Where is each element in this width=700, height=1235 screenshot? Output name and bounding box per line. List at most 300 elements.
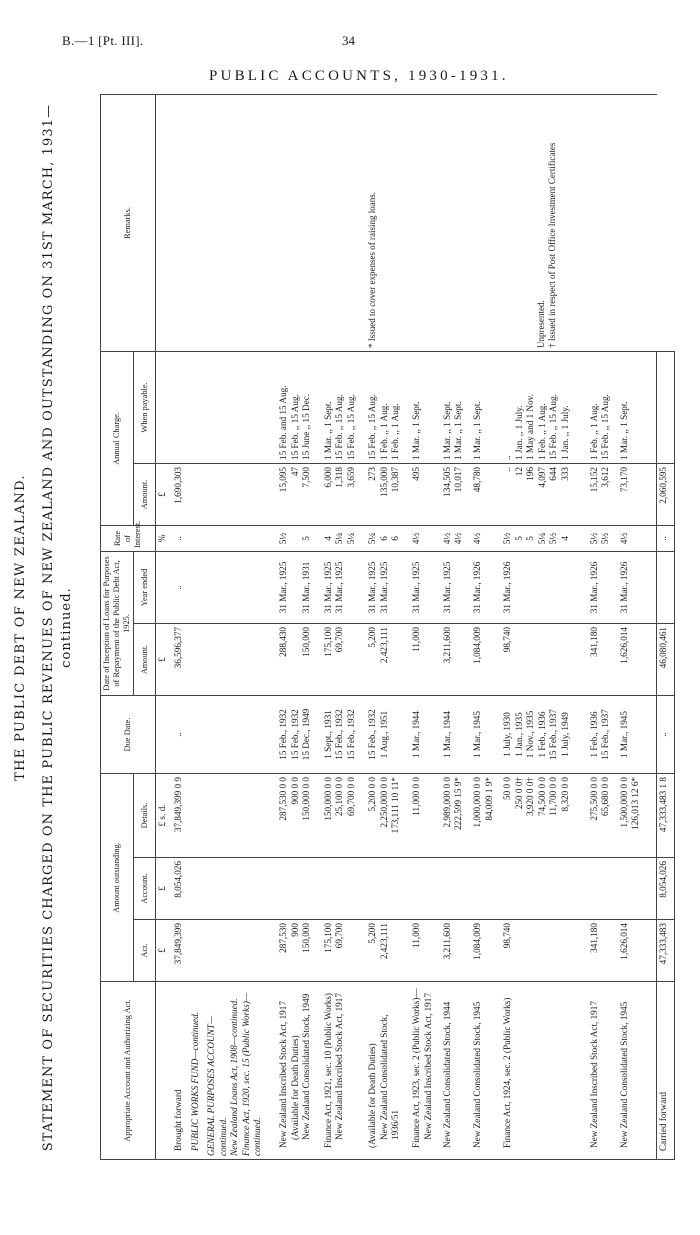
due-cell [410, 695, 440, 773]
due-cell-line: 1 Nov., 1935 [525, 710, 536, 759]
red-amount-cell-line: 98,740 [502, 626, 513, 653]
unit-account: £ [156, 858, 173, 920]
details-cell-line: 150,000 0 0 [322, 776, 333, 821]
details-cell [410, 773, 440, 857]
ac-amount-cell-line: 12 [513, 466, 524, 477]
red-amount-cell-line: 341,180 [588, 626, 599, 657]
col-amount-outstanding: Amount outstanding. [101, 773, 134, 981]
rate-cell-line: 4½ [411, 532, 422, 545]
red-amount-cell [471, 623, 501, 695]
when-cell-line: 1 Feb. ,, 1 Aug. [536, 403, 547, 460]
red-year-cell [277, 551, 321, 623]
ac-amount-cell-line: 495 [411, 466, 422, 481]
act-cell-line: 341,180 [588, 923, 599, 953]
red-year-cell-line: 31 Mar., 1931 [301, 561, 312, 614]
rotated-debt-statement [13, 95, 675, 1160]
acct-cell-line: Finance Act, 1921, sec. 10 (Public Works) [322, 993, 333, 1148]
col-when-payable: When payable. [134, 351, 156, 463]
ac-amount-cell [410, 463, 440, 525]
bf-red-amount: 36,596,377 [172, 623, 188, 695]
rate-cell [366, 525, 410, 551]
details-cell-line: 2,989,000 0 0 [441, 776, 452, 828]
red-year-cell-line: 31 Mar., 1926 [472, 561, 483, 614]
section-public-works-fund: PUBLIC WORKS FUND—continued. [189, 982, 205, 1160]
due-cell [471, 695, 501, 773]
act-cell [501, 920, 587, 982]
due-cell-line: 1 Aug., 1951 [378, 710, 389, 759]
when-cell-line: 1 Jan. ,, 1 July. [559, 405, 570, 460]
ac-amount-cell-line: 10,017 [453, 466, 464, 493]
acct-cell-line: (Available for Death Duties) [289, 1035, 300, 1140]
rate-cell-line: 6 [378, 536, 389, 541]
rate-cell-line: 4½ [472, 532, 483, 545]
when-cell-line: 1 Feb. ,, 1 Aug. [378, 403, 389, 460]
gpa-line-2: New Zealand Loans Act, 1908—continued. [229, 998, 240, 1156]
when-cell-line: 15 Feb. ,, 15 Aug. [334, 394, 345, 460]
bf-act: 37,849,399 [172, 920, 188, 982]
when-cell-line: 15 June ,, 15 Dec. [301, 393, 312, 460]
details-cell-line: 11,000 0 0 [411, 776, 422, 816]
when-cell-line: 1 Mar. ,, 1 Sept. [453, 401, 464, 460]
act-cell-line: 2,423,111 [378, 923, 389, 960]
bf-red-year: .. [172, 551, 188, 623]
act-cell-line: 287,530 [278, 923, 289, 953]
unit-rate: % [156, 525, 173, 551]
details-cell-line: 287,530 0 0 [278, 776, 289, 821]
acct-cell [471, 982, 501, 1160]
red-year-cell-line: 31 Mar., 1925 [378, 561, 389, 614]
ac-amount-cell-line: 134,505 [441, 466, 452, 497]
acct-cell [410, 982, 440, 1160]
ac-amount-cell [366, 463, 410, 525]
acct-cell-line: (Available for Death Duties) [367, 1043, 378, 1148]
details-cell-line: 25,100 0 0 [334, 776, 345, 817]
ac-amount-cell [441, 463, 471, 525]
red-amount-cell [410, 623, 440, 695]
rate-cell-line: 5½ [588, 532, 599, 545]
rate-cell-line: 5¼ [334, 532, 345, 545]
ac-amount-cell [588, 463, 618, 525]
col-redemption: Date of Inception of Loans for Purposes of Repayment of the Public Debt Act, 1925. [101, 551, 134, 695]
cf-account: 8,054,026 [657, 858, 675, 920]
rate-cell-line: 5½ [548, 532, 559, 545]
red-amount-cell [618, 623, 648, 695]
acct-cell-line: New Zealand Inscribed Stock Act, 1917 [334, 993, 345, 1140]
ac-amount-cell-line: 196 [525, 466, 536, 481]
ac-amount-cell-line: .. [502, 466, 513, 472]
units-row [156, 94, 173, 1159]
when-cell-line: 1 Mar. ,, 1 Sept. [618, 401, 629, 460]
red-year-cell-line: 31 Mar., 1925 [334, 561, 345, 614]
due-cell [322, 695, 366, 773]
col-red-amount: Amount. [134, 623, 156, 695]
details-cell-line: 8,320 0 0 [559, 776, 570, 812]
red-amount-cell [588, 623, 618, 695]
bf-account: 8,054,026 [172, 858, 188, 920]
rate-cell-line: 6 [390, 536, 401, 541]
ac-amount-cell-line: 10,387 [390, 466, 401, 493]
due-cell-line: 15 Feb., 1932 [334, 709, 345, 760]
rate-cell [322, 525, 366, 551]
col-account-amount: Account. [134, 858, 156, 920]
rate-cell-line: 5¼ [536, 532, 547, 545]
acct-cell [501, 982, 587, 1160]
red-year-cell-line: 31 Mar., 1925 [322, 561, 333, 614]
gpa-line-1: GENERAL PURPOSES ACCOUNT—continued. [206, 1015, 228, 1156]
ac-amount-cell-line: 48,780 [472, 466, 483, 493]
report-reference: B.—1 [Pt. III]. [62, 33, 144, 48]
bf-rate: .. [172, 525, 188, 551]
red-year-cell-line: 31 Mar., 1926 [588, 561, 599, 614]
ac-amount-cell [471, 463, 501, 525]
acct-cell [588, 982, 618, 1160]
details-cell-line: 5,200 0 0 [367, 776, 378, 812]
acct-cell-line: New Zealand Consolidated Stock, 1936/51 [378, 1014, 401, 1140]
col-due-date: Due Date. [101, 695, 156, 773]
red-year-cell-line: 31 Mar., 1926 [502, 561, 513, 614]
ac-amount-cell-line: 6,000 [322, 466, 333, 488]
due-cell [618, 695, 648, 773]
ac-amount-cell-line: 47 [289, 466, 300, 477]
when-cell-line: 15 Feb. ,, 15 Aug. [289, 394, 300, 460]
details-cell-line: 65,680 0 0 [600, 776, 611, 817]
details-cell [501, 773, 587, 857]
account-cell [441, 858, 471, 920]
rate-cell-line: 5 [301, 536, 312, 541]
red-year-cell-line: 31 Mar., 1925 [441, 561, 452, 614]
ac-amount-cell-line: 7,500 [301, 466, 312, 488]
cf-due: .. [657, 695, 675, 773]
acct-cell-line: New Zealand Consolidated Stock, 1945 [618, 1001, 629, 1148]
when-cell-line: 15 Feb. and 15 Aug. [278, 385, 289, 460]
when-cell-line: 1 Jan. ,, 1 July. [513, 405, 524, 460]
when-cell-line: 15 Feb. ,, 15 Aug. [367, 394, 378, 460]
details-cell-line: 2,250,000 0 0 [378, 776, 389, 828]
statement-title: STATEMENT OF SECURITIES CHARGED ON THE PUBLIC REVENUES OF NEW ZEALAND AND OUTSTANDING ON 31ST MARCH, 1931—continued. [41, 103, 74, 1152]
red-amount-cell [277, 623, 321, 695]
ac-amount-cell-line: 273 [367, 466, 378, 481]
rate-cell-line [290, 529, 302, 548]
red-amount-cell-line: 175,100 [322, 626, 333, 657]
red-amount-cell-line: 5,200 [367, 626, 378, 648]
carried-forward-label: Carried forward [657, 982, 675, 1160]
act-cell-line: 175,100 [322, 923, 333, 953]
cf-act: 47,333,483 [657, 920, 675, 982]
red-amount-cell [366, 623, 410, 695]
red-amount-cell-line [290, 627, 302, 692]
col-act: Act. [134, 920, 156, 982]
red-year-cell-line [290, 555, 302, 620]
details-cell-line: 222,599 15 9* [453, 776, 464, 830]
col-remarks: Remarks. [101, 94, 156, 351]
due-cell-line: 15 Feb., 1932 [278, 709, 289, 760]
red-amount-cell-line: 69,700 [334, 626, 345, 653]
act-cell-line: 11,000 [411, 923, 422, 948]
act-cell-line: 1,084,009 [472, 923, 483, 960]
acct-cell-line: New Zealand Consolidated Stock, 1944 [441, 1001, 452, 1148]
due-cell-line: 15 Feb., 1932 [345, 709, 356, 760]
ac-amount-cell-line: 644 [548, 466, 559, 481]
details-cell-line: 150,000 0 0 [301, 776, 312, 821]
rate-cell-line: 5½ [600, 532, 611, 545]
due-cell-line: 15 Feb., 1932 [289, 709, 300, 760]
details-cell [366, 773, 410, 857]
act-cell-line: 3,211,600 [441, 923, 452, 960]
details-cell-line: 50 0 0 [502, 776, 513, 800]
act-cell [277, 920, 321, 982]
when-cell [366, 351, 410, 463]
details-cell [471, 773, 501, 857]
when-cell-line: 15 Feb. ,, 15 Aug. [345, 394, 356, 460]
rate-cell [471, 525, 501, 551]
cf-details: 47,333,483 1 8 [657, 773, 675, 857]
ac-amount-cell [501, 463, 587, 525]
remark-unpresented: Unpresented. [536, 300, 546, 348]
rate-cell [588, 525, 618, 551]
acct-cell [441, 982, 471, 1160]
acct-cell-line: New Zealand Consolidated Stock, 1945 [472, 1001, 483, 1148]
when-cell-line: 1 Mar. ,, 1 Sept. [322, 401, 333, 460]
act-cell-line: 5,200 [367, 923, 378, 944]
due-cell [366, 695, 410, 773]
rate-cell-line: 5¼ [367, 532, 378, 545]
ac-amount-cell-line: 73,170 [618, 466, 629, 493]
when-cell [277, 351, 321, 463]
rate-cell-line: 4 [322, 536, 333, 541]
act-cell-line: 69,700 [334, 923, 345, 949]
due-cell-line: 1 July, 1930 [502, 712, 513, 757]
act-cell [618, 920, 648, 982]
red-amount-cell [441, 623, 471, 695]
when-cell-line: 1 Feb. ,, 1 Aug. [390, 403, 401, 460]
ac-amount-cell-line: 135,000 [378, 466, 389, 497]
bf-ac-amount: 1,690,303 [172, 463, 188, 525]
cf-rate: .. [657, 525, 675, 551]
red-year-cell [471, 551, 501, 623]
public-accounts-heading: PUBLIC ACCOUNTS, 1930-1931. [209, 68, 509, 84]
rate-cell-line: 5 [513, 536, 524, 541]
table-titles [12, 95, 76, 1160]
red-year-cell [441, 551, 471, 623]
red-year-cell [410, 551, 440, 623]
due-cell-line: 1 Mar., 1944 [411, 711, 422, 758]
rate-cell-line: 4½ [441, 532, 452, 545]
remarks-cell [156, 94, 657, 351]
red-amount-cell-line: 1,626,014 [618, 626, 629, 664]
due-cell-line: 1 Mar., 1945 [618, 711, 629, 758]
due-cell-line: 1 Feb., 1936 [536, 711, 547, 758]
when-cell-line: 1 Mar. ,, 1 Sept. [411, 401, 422, 460]
details-cell-line: 74,500 0 0 [536, 776, 547, 817]
red-year-cell [501, 551, 587, 623]
red-amount-cell [501, 623, 587, 695]
rate-cell-line: 4 [559, 536, 570, 541]
account-cell [322, 858, 366, 920]
ac-amount-cell-line: 15,095 [278, 466, 289, 493]
due-cell-line: 15 Feb., 1937 [548, 709, 559, 760]
due-cell-line: 1 Mar., 1945 [472, 711, 483, 758]
unit-act: £ [156, 920, 173, 982]
due-cell-line: 15 Feb., 1937 [600, 709, 611, 760]
account-cell [588, 858, 618, 920]
red-year-cell [588, 551, 618, 623]
public-debt-title: THE PUBLIC DEBT OF NEW ZEALAND. [13, 474, 28, 781]
acct-cell [618, 982, 648, 1160]
ac-amount-cell [618, 463, 648, 525]
rate-cell-line: 4½ [453, 532, 464, 545]
red-year-cell [618, 551, 648, 623]
red-amount-cell-line: 11,000 [411, 626, 422, 652]
when-cell [501, 351, 587, 463]
red-year-cell-line: 31 Mar., 1925 [278, 561, 289, 614]
bf-details: 37,849,399 0 9 [172, 773, 188, 857]
acct-cell-line: Finance Act, 1924, sec. 2 (Public Works) [502, 997, 513, 1148]
rate-cell [277, 525, 321, 551]
details-cell [588, 773, 618, 857]
when-cell [322, 351, 366, 463]
rate-cell-line: 5 [525, 536, 536, 541]
details-cell-line: 1,000,000 0 0 [472, 776, 483, 828]
rate-cell-line: 5½ [502, 532, 513, 545]
rate-cell-line: 5½ [278, 532, 289, 545]
details-cell [322, 773, 366, 857]
when-cell [410, 351, 440, 463]
section-general-purposes [205, 982, 277, 1160]
act-cell-line: 900 [289, 923, 300, 937]
red-amount-cell-line: 150,000 [301, 626, 312, 657]
ac-amount-cell-line: 1,318 [334, 466, 345, 488]
cf-ac-amount: 2,060,595 [657, 463, 675, 525]
col-account: Appropriate Account and Authorizing Act. [101, 982, 156, 1160]
acct-cell [277, 982, 321, 1160]
ac-amount-cell [322, 463, 366, 525]
details-cell-line: 126,013 12 6* [630, 776, 641, 830]
acct-cell [322, 982, 366, 1160]
ac-amount-cell-line: 3,612 [600, 466, 611, 488]
red-year-cell-line: 31 Mar., 1925 [367, 561, 378, 614]
details-cell [277, 773, 321, 857]
rate-cell [441, 525, 471, 551]
act-cell [410, 920, 440, 982]
when-cell [471, 351, 501, 463]
ac-amount-cell [277, 463, 321, 525]
account-cell [366, 858, 410, 920]
red-year-cell [322, 551, 366, 623]
account-cell [277, 858, 321, 920]
due-cell-line: 1 July, 1949 [559, 712, 570, 757]
bf-due: .. [172, 695, 188, 773]
ac-amount-cell-line: 333 [559, 466, 570, 481]
details-cell-line: 3,920 0 0† [525, 776, 536, 817]
acct-cell [366, 982, 410, 1160]
details-cell-line: 173,111 10 11* [390, 776, 401, 834]
when-cell-line: 15 Feb. ,, 15 Aug. [548, 394, 559, 460]
details-cell-line: 11,700 0 0 [548, 776, 559, 816]
cf-red-amount: 46,080,461 [657, 623, 675, 695]
due-cell-line: 1 Sept., 1931 [322, 710, 333, 759]
due-cell-line: 1 Jan., 1935 [513, 712, 524, 757]
red-amount-cell-line: 3,211,600 [441, 626, 452, 664]
account-cell [471, 858, 501, 920]
act-cell-line: 150,000 [301, 923, 312, 953]
when-cell [618, 351, 648, 463]
act-cell [588, 920, 618, 982]
col-red-year: Year ended [134, 551, 156, 623]
rate-cell [410, 525, 440, 551]
col-ac-amount: Amount. [134, 463, 156, 525]
due-cell [441, 695, 471, 773]
unit-details: £ s. d. [156, 773, 173, 857]
act-cell [471, 920, 501, 982]
page-number: 34 [342, 33, 355, 48]
rate-cell [501, 525, 587, 551]
details-cell [441, 773, 471, 857]
gpa-line-3: Finance Act, 1920, sec. 15 (Public Works)—continued. [240, 992, 263, 1156]
act-cell-line: 98,740 [502, 923, 513, 949]
when-cell-line: 15 Feb. ,, 15 Aug. [600, 394, 611, 460]
acct-cell-line: Finance Act, 1923, sec. 2 (Public Works)— [411, 988, 422, 1148]
details-cell-line: 69,700 0 0 [345, 776, 356, 817]
rate-cell-line: 4½ [618, 532, 629, 545]
red-year-cell [366, 551, 410, 623]
brought-forward-label: Brought forward [172, 982, 188, 1160]
due-cell-line: 1 Mar., 1944 [441, 711, 452, 758]
unit-red: £ [156, 623, 173, 695]
when-cell-line: 1 May and 1 Nov. [525, 393, 536, 460]
acct-cell-line: New Zealand Consolidated Stock, 1949 [301, 993, 312, 1140]
red-amount-cell [322, 623, 366, 695]
acct-cell-line: New Zealand Inscribed Stock Act, 1917 [588, 1001, 599, 1148]
when-cell-line: .. [502, 455, 513, 460]
rate-cell-line: 5¼ [345, 532, 356, 545]
account-cell [618, 858, 648, 920]
acct-cell-line: New Zealand Inscribed Stock Act, 1917 [422, 993, 433, 1140]
remark-post-office: † Issued in respect of Post Office Investment Certificates [547, 142, 557, 348]
act-cell [441, 920, 471, 982]
red-amount-cell-line: 288,430 [278, 626, 289, 657]
col-annual-charge: Annual Charge. [101, 351, 134, 525]
ac-amount-cell-line: 15,152 [588, 466, 599, 493]
account-cell [501, 858, 587, 920]
details-cell-line: 250 0 0† [513, 776, 524, 810]
act-cell [322, 920, 366, 982]
ac-amount-cell-line: 3,659 [345, 466, 356, 488]
rate-cell [618, 525, 648, 551]
red-year-cell-line: 31 Mar., 1925 [411, 561, 422, 614]
details-cell-line: 900 0 0 [289, 776, 300, 805]
when-cell-line: 1 Mar. ,, 1 Sept. [441, 401, 452, 460]
due-cell [588, 695, 618, 773]
account-cell [410, 858, 440, 920]
due-cell-line: 1 Feb., 1936 [588, 711, 599, 758]
col-details: Details. [134, 773, 156, 857]
when-cell [441, 351, 471, 463]
due-cell-line: 15 Dec., 1949 [301, 708, 312, 761]
act-cell [366, 920, 410, 982]
remark-issued-cover: * Issued to cover expenses of raising loans. [367, 191, 377, 348]
acct-cell-line: New Zealand Inscribed Stock Act, 1917 [278, 1001, 289, 1148]
ac-amount-cell-line: 4,097 [536, 466, 547, 488]
details-cell-line: 1,500,000 0 0 [618, 776, 629, 828]
due-cell-line [390, 699, 402, 770]
details-cell-line: 275,500 0 0 [588, 776, 599, 821]
red-amount-cell-line: 2,423,111 [378, 626, 389, 664]
details-cell [618, 773, 648, 857]
due-cell [501, 695, 587, 773]
details-cell-line: 84,009 1 9* [483, 776, 494, 821]
due-cell-line: 15 Feb., 1932 [367, 709, 378, 760]
act-cell-line: 1,626,014 [618, 923, 629, 960]
